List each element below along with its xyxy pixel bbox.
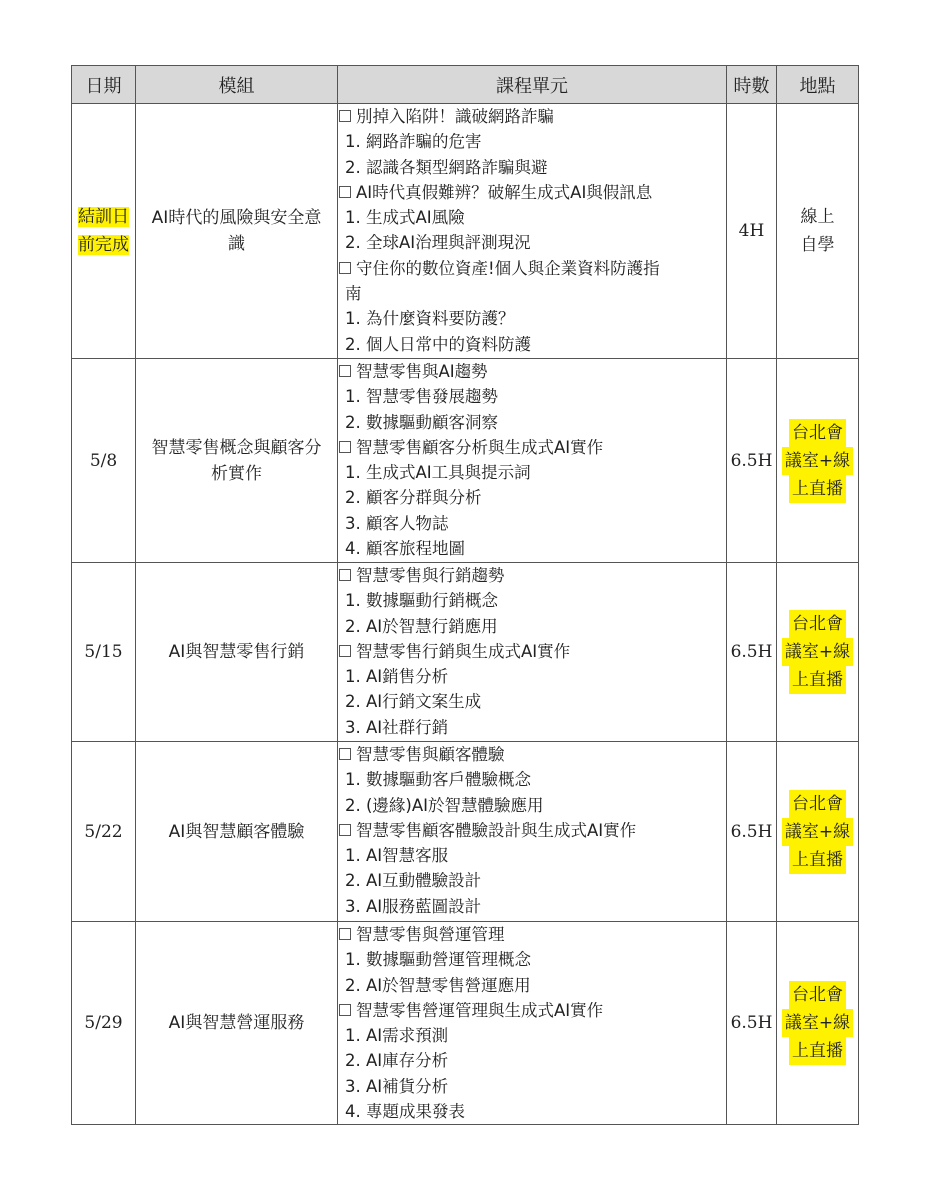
module-text: AI與智慧營運服務 xyxy=(168,1013,305,1034)
checkbox-icon xyxy=(339,186,351,198)
date-cell xyxy=(72,563,136,742)
unit-item: 3. AI服務藍圖設計 xyxy=(345,896,482,916)
unit-item: 3. AI社群行銷 xyxy=(345,717,449,737)
module-text: AI與智慧顧客體驗 xyxy=(168,821,305,842)
module-cell xyxy=(136,922,338,1125)
unit-item: 1. 數據驅動營運管理概念 xyxy=(345,950,531,970)
location-cell xyxy=(777,563,859,742)
unit-item: 2. AI於智慧零售營運應用 xyxy=(345,975,531,995)
location-line: 上直播 xyxy=(789,1037,846,1065)
hours-cell: 6.5H xyxy=(727,922,777,1125)
unit-text: 智慧零售行銷與生成式AI實作 xyxy=(356,641,571,661)
location-line: 自學 xyxy=(800,235,835,255)
hours-cell: 6.5H xyxy=(727,359,777,563)
table-row xyxy=(72,359,859,563)
units-cell xyxy=(338,563,727,742)
unit-topic xyxy=(338,256,726,281)
unit-topic xyxy=(338,104,726,129)
location-cell xyxy=(777,359,859,563)
hours-cell: 6.5H xyxy=(727,742,777,922)
location-line: 上直播 xyxy=(789,666,846,694)
unit-topic xyxy=(338,818,726,843)
location-text xyxy=(777,231,858,259)
unit-item: 2. AI於智慧行銷應用 xyxy=(345,616,498,636)
unit-topic xyxy=(338,742,726,767)
location-text xyxy=(777,610,858,638)
checkbox-icon xyxy=(339,441,351,453)
module-cell xyxy=(136,104,338,359)
course-schedule-table xyxy=(71,65,859,1125)
unit-text: 智慧零售與顧客體驗 xyxy=(356,745,505,764)
checkbox-icon xyxy=(339,262,351,274)
header-location: 地點 xyxy=(777,66,859,104)
location-text xyxy=(777,981,858,1009)
unit-text: 智慧零售顧客分析與生成式AI實作 xyxy=(356,437,604,457)
date-cell xyxy=(72,922,136,1125)
header-hours: 時數 xyxy=(727,66,777,104)
module-text: 智慧零售概念與顧客分 xyxy=(151,437,322,458)
unit-item: 2. AI互動體驗設計 xyxy=(345,871,482,891)
date-text: 5/8 xyxy=(89,450,118,471)
module-text: 析實作 xyxy=(211,463,262,484)
date-text: 5/29 xyxy=(84,1013,123,1034)
location-line: 上直播 xyxy=(789,475,846,503)
hours-cell: 4H xyxy=(727,104,777,359)
unit-topic xyxy=(338,563,726,588)
unit-item: 1. 生成式AI風險 xyxy=(345,208,465,228)
date-text: 5/15 xyxy=(84,642,123,662)
location-line: 議室+線 xyxy=(782,818,853,846)
unit-topic xyxy=(338,180,726,205)
location-line: 台北會 xyxy=(789,790,846,818)
module-cell xyxy=(136,359,338,563)
units-cell xyxy=(338,922,727,1125)
location-line: 上直播 xyxy=(789,846,846,874)
date-text: 5/22 xyxy=(84,821,123,842)
unit-item: 1. AI智慧客服 xyxy=(345,846,449,866)
location-line: 台北會 xyxy=(789,419,846,447)
unit-item: 4. 專題成果發表 xyxy=(345,1102,465,1122)
unit-item: 1. 為什麼資料要防護？ xyxy=(345,309,515,329)
header-module: 模組 xyxy=(136,66,338,104)
location-cell xyxy=(777,922,859,1125)
location-text xyxy=(777,846,858,874)
unit-text: 智慧零售營運管理與生成式AI實作 xyxy=(356,1000,604,1020)
table-row xyxy=(72,742,859,922)
unit-item: 南 xyxy=(345,284,362,304)
units-cell xyxy=(338,104,727,359)
date-text xyxy=(72,231,135,259)
unit-item: 2. 數據驅動顧客洞察 xyxy=(345,412,498,432)
unit-item: 1. AI銷售分析 xyxy=(345,667,449,687)
module-cell xyxy=(136,742,338,922)
checkbox-icon xyxy=(339,110,351,122)
location-line: 議室+線 xyxy=(782,638,853,666)
unit-text: 守住你的數位資產!個人與企業資料防護指 xyxy=(356,258,660,278)
checkbox-icon xyxy=(339,645,351,657)
checkbox-icon xyxy=(339,1004,351,1016)
unit-topic xyxy=(338,639,726,664)
unit-text: 別掉入陷阱！識破網路詐騙 xyxy=(356,107,554,126)
location-line: 議室+線 xyxy=(782,1009,853,1037)
location-line: 議室+線 xyxy=(782,447,853,475)
unit-item: 2. AI庫存分析 xyxy=(345,1051,449,1071)
unit-topic xyxy=(338,435,726,460)
unit-item: 2. 認識各類型網路詐騙與避 xyxy=(345,157,548,177)
date-cell xyxy=(72,104,136,359)
unit-text: 智慧零售與營運管理 xyxy=(356,925,505,944)
location-text xyxy=(777,447,858,475)
unit-item: 2. 顧客分群與分析 xyxy=(345,488,482,508)
hours-cell: 6.5H xyxy=(727,563,777,742)
unit-topic xyxy=(338,922,726,947)
unit-item: 3. 顧客人物誌 xyxy=(345,513,449,533)
unit-item: 2. AI行銷文案生成 xyxy=(345,692,482,712)
header-row xyxy=(72,66,859,104)
date-text xyxy=(72,203,135,231)
checkbox-icon xyxy=(339,928,351,940)
header-units: 課程單元 xyxy=(338,66,727,104)
location-line: 台北會 xyxy=(789,981,846,1009)
unit-item: 4. 顧客旅程地圖 xyxy=(345,539,465,559)
unit-item: 1. 數據驅動行銷概念 xyxy=(345,591,498,611)
location-text xyxy=(777,419,858,447)
module-text: AI與智慧零售行銷 xyxy=(168,642,305,662)
date-highlight: 前完成 xyxy=(78,235,129,255)
location-text xyxy=(777,666,858,694)
location-text xyxy=(777,1037,858,1065)
header-date: 日期 xyxy=(72,66,136,104)
units-cell xyxy=(338,742,727,922)
units-cell xyxy=(338,359,727,563)
date-cell xyxy=(72,742,136,922)
location-line: 線上 xyxy=(800,207,835,227)
table-row xyxy=(72,104,859,359)
location-text xyxy=(777,818,858,846)
location-text xyxy=(777,1009,858,1037)
unit-item: 1. 網路詐騙的危害 xyxy=(345,132,482,152)
location-text xyxy=(777,790,858,818)
location-text xyxy=(777,475,858,503)
unit-item: 1. 生成式AI工具與提示詞 xyxy=(345,463,531,483)
checkbox-icon xyxy=(339,824,351,836)
checkbox-icon xyxy=(339,365,351,377)
unit-text: 智慧零售顧客體驗設計與生成式AI實作 xyxy=(356,820,637,840)
unit-item: 3. AI補貨分析 xyxy=(345,1076,449,1096)
unit-item: 2. 全球AI治理與評測現況 xyxy=(345,233,531,253)
module-text: AI時代的風險與安全意 xyxy=(151,208,322,228)
module-text: 識 xyxy=(228,234,245,254)
unit-item: 1. 智慧零售發展趨勢 xyxy=(345,387,498,407)
unit-item: 1. AI需求預測 xyxy=(345,1026,449,1046)
unit-topic xyxy=(338,998,726,1023)
checkbox-icon xyxy=(339,748,351,760)
location-text xyxy=(777,638,858,666)
unit-text: 智慧零售與行銷趨勢 xyxy=(356,566,505,585)
unit-item: 1. 數據驅動客戶體驗概念 xyxy=(345,770,531,790)
unit-text: AI時代真假難辨？破解生成式AI與假訊息 xyxy=(356,182,653,202)
table-row xyxy=(72,563,859,742)
table-row xyxy=(72,922,859,1125)
location-cell xyxy=(777,104,859,359)
date-cell xyxy=(72,359,136,563)
unit-item: 2. (邊緣)AI於智慧體驗應用 xyxy=(345,795,544,815)
location-cell xyxy=(777,742,859,922)
date-highlight: 結訓日 xyxy=(78,207,129,227)
unit-topic xyxy=(338,359,726,384)
unit-item: 2. 個人日常中的資料防護 xyxy=(345,334,531,354)
unit-text: 智慧零售與AI趨勢 xyxy=(356,362,488,381)
location-line: 台北會 xyxy=(789,610,846,638)
checkbox-icon xyxy=(339,569,351,581)
location-text xyxy=(777,203,858,231)
module-cell xyxy=(136,563,338,742)
